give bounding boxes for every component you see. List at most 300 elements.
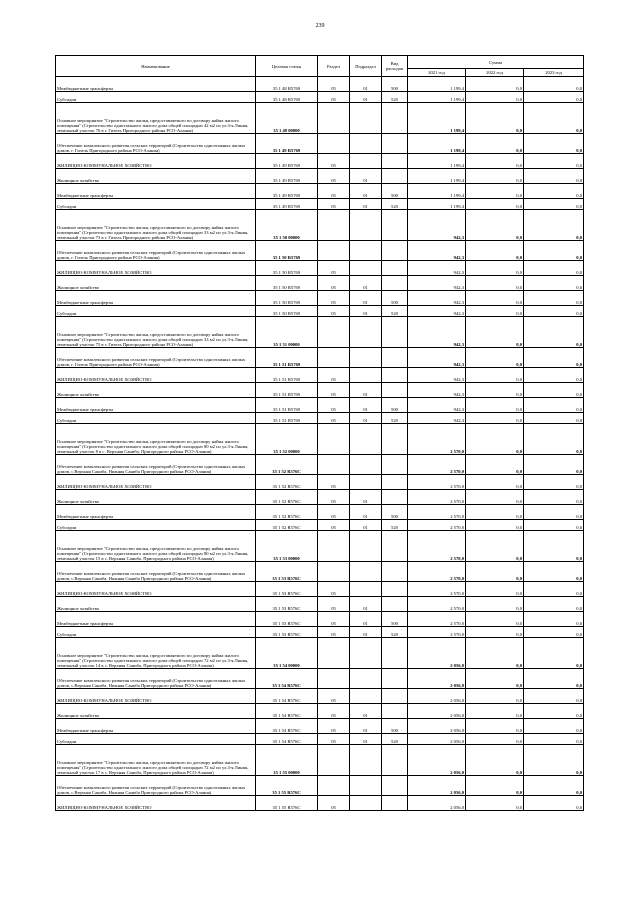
row-subsection: 01	[350, 92, 382, 103]
row-code: 35 1 54 R576C	[256, 719, 318, 734]
row-expense-type	[382, 276, 408, 291]
row-subsection	[350, 103, 382, 134]
row-sum-2021: 2 570,0	[408, 455, 466, 475]
table-row	[56, 612, 584, 627]
row-subsection: 01	[350, 77, 382, 92]
row-name: Основное мероприятие "Строительство жилья, предоставляемого по договору найма жилого помещения" (Строительство одноэтажного жилого дома общей площадью 72 м2 по ул.3-я Линия, земельный участок 14 в с. Верхняя Саниба, Пригородного района РСО-Алания)	[56, 638, 256, 669]
page-number: 239	[315, 23, 325, 29]
row-name: Межбюджетные трансферты	[56, 719, 256, 734]
row-code: 35 1 51 00000	[256, 317, 318, 348]
row-section	[318, 134, 350, 154]
row-section	[318, 424, 350, 455]
header-code: Целевая статья	[256, 56, 318, 77]
row-sum-2021: 942,3	[408, 368, 466, 383]
row-subsection: 01	[350, 199, 382, 210]
row-code: 35 1 51 R5769	[256, 348, 318, 368]
row-sum-2022: 0,0	[466, 276, 524, 291]
row-expense-type	[382, 796, 408, 811]
row-section: 05	[318, 520, 350, 531]
row-code: 35 1 51 R5769	[256, 383, 318, 398]
budget-table	[55, 55, 584, 811]
row-name: Жилищное хозяйство	[56, 704, 256, 719]
row-subsection: 01	[350, 306, 382, 317]
row-sum-2023: 0,0	[524, 276, 584, 291]
row-sum-2022: 0,0	[466, 704, 524, 719]
row-code: 35 1 54 R576C	[256, 734, 318, 745]
row-sum-2023: 0,0	[524, 348, 584, 368]
table-row	[56, 638, 584, 669]
row-name: Обеспечение комплексного развития сельских территорий (Строительство одноэтажных жилых домов, г. Гизель Пригородного района РСО-Алания)	[56, 134, 256, 154]
row-expense-type	[382, 704, 408, 719]
row-subsection: 01	[350, 520, 382, 531]
table-row	[56, 413, 584, 424]
table-row	[56, 306, 584, 317]
row-sum-2021: 1 199,4	[408, 77, 466, 92]
row-sum-2021: 2 056,0	[408, 704, 466, 719]
row-expense-type: 500	[382, 77, 408, 92]
row-code: 35 1 53 R576C	[256, 627, 318, 638]
row-subsection	[350, 210, 382, 241]
row-sum-2021: 942,3	[408, 291, 466, 306]
row-sum-2023: 0,0	[524, 261, 584, 276]
row-sum-2021: 942,3	[408, 398, 466, 413]
header-expense-type: Вид расходов	[382, 56, 408, 77]
table-row	[56, 199, 584, 210]
row-sum-2022: 0,0	[466, 531, 524, 562]
row-subsection: 01	[350, 413, 382, 424]
row-name: Жилищное хозяйство	[56, 597, 256, 612]
row-expense-type: 520	[382, 734, 408, 745]
row-sum-2022: 0,0	[466, 776, 524, 796]
row-sum-2021: 2 570,0	[408, 490, 466, 505]
table-row	[56, 383, 584, 398]
row-section	[318, 210, 350, 241]
row-sum-2021: 942,3	[408, 261, 466, 276]
row-subsection	[350, 241, 382, 261]
row-name: Основное мероприятие "Строительство жилья, предоставляемого по договору найма жилого помещения" (Строительство одноэтажного жилого дома общей площадью 42 м2 по ул.3-я Линия, земельный участок 76 в г. Гизель Пригородного района РСО-Алания)	[56, 103, 256, 134]
row-sum-2023: 0,0	[524, 77, 584, 92]
row-sum-2023: 0,0	[524, 745, 584, 776]
header-year-2023: 2023 год	[524, 69, 584, 77]
table-row	[56, 627, 584, 638]
row-sum-2023: 0,0	[524, 134, 584, 154]
row-sum-2022: 0,0	[466, 368, 524, 383]
row-code: 35 1 54 00000	[256, 638, 318, 669]
row-sum-2023: 0,0	[524, 612, 584, 627]
table-row	[56, 505, 584, 520]
row-sum-2022: 0,0	[466, 413, 524, 424]
row-sum-2023: 0,0	[524, 734, 584, 745]
row-name: Обеспечение комплексного развития сельских территорий (Строительство одноэтажных жилых домов, с.Верхняя Саниба, Нижняя Саниба Пригородного района РСО-Алания)	[56, 669, 256, 689]
table-row	[56, 77, 584, 92]
row-expense-type	[382, 490, 408, 505]
table-row	[56, 531, 584, 562]
table-row	[56, 169, 584, 184]
row-section	[318, 241, 350, 261]
row-name: Субсидии	[56, 199, 256, 210]
row-expense-type	[382, 531, 408, 562]
row-code: 35 1 53 R576C	[256, 562, 318, 582]
row-sum-2021: 2 570,0	[408, 531, 466, 562]
row-code: 35 1 49 R5769	[256, 134, 318, 154]
row-subsection: 01	[350, 719, 382, 734]
header-name: Наименование	[56, 56, 256, 77]
row-sum-2022: 0,0	[466, 134, 524, 154]
row-name: Основное мероприятие "Строительство жилья, предоставляемого по договору найма жилого помещения" (Строительство одноэтажного жилого дома общей площадью 80 м2 по ул.3-я Линия, земельный участок 15 в с. Верхняя Саниба, Пригородного района РСО-Алания)	[56, 531, 256, 562]
row-sum-2021: 2 570,0	[408, 520, 466, 531]
row-sum-2023: 0,0	[524, 169, 584, 184]
row-expense-type	[382, 241, 408, 261]
row-sum-2022: 0,0	[466, 490, 524, 505]
row-sum-2022: 0,0	[466, 398, 524, 413]
table-row	[56, 368, 584, 383]
row-section: 05	[318, 154, 350, 169]
row-sum-2023: 0,0	[524, 689, 584, 704]
row-expense-type: 500	[382, 719, 408, 734]
row-code: 35 1 53 00000	[256, 531, 318, 562]
row-subsection: 01	[350, 612, 382, 627]
table-row	[56, 689, 584, 704]
row-sum-2022: 0,0	[466, 92, 524, 103]
row-subsection	[350, 134, 382, 154]
row-code: 35 1 54 R576C	[256, 704, 318, 719]
row-sum-2022: 0,0	[466, 77, 524, 92]
row-name: Межбюджетные трансферты	[56, 398, 256, 413]
row-code: 35 1 49 R5769	[256, 154, 318, 169]
row-sum-2021: 2 570,0	[408, 475, 466, 490]
row-sum-2021: 1 199,4	[408, 169, 466, 184]
row-name: Основное мероприятие "Строительство жилья, предоставляемого по договору найма жилого помещения" (Строительство одноэтажного жилого дома общей площадью 72 м2 по ул.3-я Линия, земельный участок 17 в с. Верхняя Саниба, Пригородного района РСО-Алания)	[56, 745, 256, 776]
row-name: Основное мероприятие "Строительство жилья, предоставляемого по договору найма жилого помещения" (Строительство одноэтажного жилого дома общей площадью 80 м2 по ул.3-я Линия, земельный участок 8 в с. Верхняя Саниба, Пригородного района РСО-Алания)	[56, 424, 256, 455]
row-name: Жилищное хозяйство	[56, 383, 256, 398]
row-expense-type: 500	[382, 505, 408, 520]
row-subsection	[350, 317, 382, 348]
row-sum-2021: 942,3	[408, 348, 466, 368]
row-expense-type	[382, 669, 408, 689]
row-sum-2021: 2 056,0	[408, 719, 466, 734]
row-name: Межбюджетные трансферты	[56, 184, 256, 199]
row-sum-2021: 942,3	[408, 241, 466, 261]
row-section: 05	[318, 199, 350, 210]
row-subsection	[350, 261, 382, 276]
row-sum-2021: 942,3	[408, 276, 466, 291]
header-subsection: Подраздел	[350, 56, 382, 77]
row-sum-2022: 0,0	[466, 184, 524, 199]
row-sum-2023: 0,0	[524, 627, 584, 638]
row-section: 05	[318, 796, 350, 811]
table-row	[56, 261, 584, 276]
row-sum-2023: 0,0	[524, 475, 584, 490]
row-code: 35 1 48 R5769	[256, 92, 318, 103]
row-code: 35 1 55 R576C	[256, 796, 318, 811]
row-sum-2023: 0,0	[524, 413, 584, 424]
row-expense-type: 500	[382, 291, 408, 306]
row-section: 05	[318, 184, 350, 199]
row-name: Субсидии	[56, 413, 256, 424]
table-row	[56, 348, 584, 368]
row-sum-2023: 0,0	[524, 597, 584, 612]
table-row	[56, 719, 584, 734]
row-expense-type	[382, 475, 408, 490]
row-sum-2023: 0,0	[524, 796, 584, 811]
header-section: Раздел	[318, 56, 350, 77]
row-sum-2021: 2 570,0	[408, 582, 466, 597]
table-row	[56, 704, 584, 719]
table-row	[56, 776, 584, 796]
row-sum-2022: 0,0	[466, 455, 524, 475]
row-sum-2023: 0,0	[524, 241, 584, 261]
row-name: ЖИЛИЩНО-КОММУНАЛЬНОЕ ХОЗЯЙСТВО	[56, 582, 256, 597]
row-section: 05	[318, 719, 350, 734]
table-row	[56, 734, 584, 745]
row-subsection	[350, 475, 382, 490]
row-sum-2021: 1 199,4	[408, 199, 466, 210]
row-code: 35 1 52 R576C	[256, 490, 318, 505]
row-name: Обеспечение комплексного развития сельских территорий (Строительство одноэтажных жилых домов, с.Верхняя Саниба, Нижняя Саниба Пригородного района РСО-Алания)	[56, 776, 256, 796]
row-expense-type	[382, 348, 408, 368]
row-section: 05	[318, 398, 350, 413]
row-sum-2022: 0,0	[466, 638, 524, 669]
row-subsection	[350, 154, 382, 169]
row-sum-2023: 0,0	[524, 582, 584, 597]
header-year-2021: 2021 год	[408, 69, 466, 77]
row-section	[318, 638, 350, 669]
row-sum-2022: 0,0	[466, 241, 524, 261]
row-sum-2023: 0,0	[524, 490, 584, 505]
row-name: ЖИЛИЩНО-КОММУНАЛЬНОЕ ХОЗЯЙСТВО	[56, 368, 256, 383]
row-section	[318, 348, 350, 368]
row-name: ЖИЛИЩНО-КОММУНАЛЬНОЕ ХОЗЯЙСТВО	[56, 261, 256, 276]
row-sum-2023: 0,0	[524, 520, 584, 531]
row-sum-2023: 0,0	[524, 455, 584, 475]
row-sum-2023: 0,0	[524, 424, 584, 455]
table-row	[56, 154, 584, 169]
row-sum-2022: 0,0	[466, 734, 524, 745]
row-code: 35 1 53 R576C	[256, 612, 318, 627]
row-section: 05	[318, 413, 350, 424]
row-subsection	[350, 638, 382, 669]
row-sum-2022: 0,0	[466, 424, 524, 455]
row-name: Жилищное хозяйство	[56, 169, 256, 184]
row-sum-2022: 0,0	[466, 291, 524, 306]
row-sum-2021: 2 570,0	[408, 597, 466, 612]
row-section: 05	[318, 383, 350, 398]
row-name: Жилищное хозяйство	[56, 490, 256, 505]
row-expense-type	[382, 582, 408, 597]
row-section	[318, 455, 350, 475]
row-name: Субсидии	[56, 306, 256, 317]
row-sum-2023: 0,0	[524, 184, 584, 199]
row-subsection: 01	[350, 734, 382, 745]
row-sum-2022: 0,0	[466, 796, 524, 811]
row-code: 35 1 49 00000	[256, 103, 318, 134]
row-code: 35 1 50 00000	[256, 210, 318, 241]
row-section: 05	[318, 689, 350, 704]
row-code: 35 1 54 R576C	[256, 689, 318, 704]
row-sum-2023: 0,0	[524, 92, 584, 103]
row-name: Межбюджетные трансферты	[56, 77, 256, 92]
table-row	[56, 669, 584, 689]
row-subsection: 01	[350, 184, 382, 199]
row-section: 05	[318, 704, 350, 719]
row-section: 05	[318, 734, 350, 745]
row-expense-type	[382, 776, 408, 796]
row-section	[318, 669, 350, 689]
row-section	[318, 317, 350, 348]
row-sum-2023: 0,0	[524, 383, 584, 398]
row-name: Жилищное хозяйство	[56, 276, 256, 291]
row-section: 05	[318, 261, 350, 276]
table-row	[56, 210, 584, 241]
row-subsection	[350, 776, 382, 796]
row-sum-2022: 0,0	[466, 317, 524, 348]
row-section	[318, 531, 350, 562]
row-sum-2023: 0,0	[524, 291, 584, 306]
row-name: Основное мероприятие "Строительство жилья, предоставляемого по договору найма жилого помещения" (Строительство одноэтажного жилого дома общей площадью 33 м2 по ул.3-я Линия, земельный участок 73 в г. Гизель Пригородного района РСО-Алания)	[56, 210, 256, 241]
row-sum-2021: 942,3	[408, 306, 466, 317]
row-subsection: 01	[350, 169, 382, 184]
row-sum-2022: 0,0	[466, 505, 524, 520]
row-sum-2021: 1 199,4	[408, 184, 466, 199]
row-code: 35 1 50 R5769	[256, 261, 318, 276]
row-sum-2021: 1 199,4	[408, 103, 466, 134]
row-name: Обеспечение комплексного развития сельских территорий (Строительство одноэтажных жилых домов, г. Гизель Пригородного района РСО-Алания)	[56, 241, 256, 261]
table-row	[56, 520, 584, 531]
table-row	[56, 562, 584, 582]
row-name: Субсидии	[56, 92, 256, 103]
row-subsection: 01	[350, 505, 382, 520]
row-sum-2021: 2 056,0	[408, 745, 466, 776]
row-code: 35 1 53 R576C	[256, 597, 318, 612]
header-year-2022: 2022 год	[466, 69, 524, 77]
row-expense-type	[382, 210, 408, 241]
row-expense-type	[382, 562, 408, 582]
row-sum-2021: 2 056,0	[408, 669, 466, 689]
row-sum-2023: 0,0	[524, 398, 584, 413]
row-sum-2022: 0,0	[466, 669, 524, 689]
table-row	[56, 317, 584, 348]
row-subsection	[350, 669, 382, 689]
row-expense-type: 520	[382, 306, 408, 317]
row-name: ЖИЛИЩНО-КОММУНАЛЬНОЕ ХОЗЯЙСТВО	[56, 475, 256, 490]
table-body	[56, 77, 584, 811]
row-code: 35 1 55 R576C	[256, 776, 318, 796]
row-section: 05	[318, 612, 350, 627]
row-sum-2021: 942,3	[408, 210, 466, 241]
row-subsection: 01	[350, 398, 382, 413]
row-sum-2022: 0,0	[466, 169, 524, 184]
row-name: Межбюджетные трансферты	[56, 505, 256, 520]
row-expense-type	[382, 689, 408, 704]
row-sum-2022: 0,0	[466, 383, 524, 398]
row-sum-2023: 0,0	[524, 368, 584, 383]
row-name: ЖИЛИЩНО-КОММУНАЛЬНОЕ ХОЗЯЙСТВО	[56, 154, 256, 169]
row-expense-type: 520	[382, 627, 408, 638]
table-row	[56, 92, 584, 103]
table-row	[56, 597, 584, 612]
row-sum-2022: 0,0	[466, 154, 524, 169]
row-name: Обеспечение комплексного развития сельских территорий (Строительство одноэтажных жилых домов, г. Гизель Пригородного района РСО-Алания)	[56, 348, 256, 368]
row-sum-2021: 2 056,0	[408, 638, 466, 669]
row-code: 35 1 52 R576C	[256, 455, 318, 475]
row-expense-type: 500	[382, 184, 408, 199]
row-subsection	[350, 689, 382, 704]
row-expense-type	[382, 317, 408, 348]
row-sum-2023: 0,0	[524, 531, 584, 562]
row-expense-type	[382, 169, 408, 184]
table-row	[56, 490, 584, 505]
row-name: Субсидии	[56, 520, 256, 531]
row-expense-type	[382, 368, 408, 383]
table-row	[56, 184, 584, 199]
row-sum-2021: 942,3	[408, 317, 466, 348]
row-sum-2022: 0,0	[466, 627, 524, 638]
row-expense-type	[382, 261, 408, 276]
row-code: 35 1 53 R576C	[256, 582, 318, 597]
row-sum-2022: 0,0	[466, 261, 524, 276]
row-subsection	[350, 796, 382, 811]
row-sum-2021: 2 056,0	[408, 796, 466, 811]
row-section: 05	[318, 505, 350, 520]
row-sum-2023: 0,0	[524, 199, 584, 210]
row-section: 05	[318, 475, 350, 490]
row-expense-type	[382, 424, 408, 455]
row-sum-2021: 2 570,0	[408, 424, 466, 455]
row-code: 35 1 52 R576C	[256, 475, 318, 490]
row-section: 05	[318, 368, 350, 383]
row-name: Межбюджетные трансферты	[56, 612, 256, 627]
row-sum-2022: 0,0	[466, 199, 524, 210]
row-sum-2023: 0,0	[524, 306, 584, 317]
row-subsection: 01	[350, 383, 382, 398]
row-subsection	[350, 531, 382, 562]
row-expense-type: 500	[382, 398, 408, 413]
row-sum-2021: 942,3	[408, 413, 466, 424]
row-code: 35 1 50 R5769	[256, 291, 318, 306]
row-sum-2022: 0,0	[466, 719, 524, 734]
row-sum-2022: 0,0	[466, 103, 524, 134]
row-expense-type	[382, 745, 408, 776]
row-sum-2021: 2 056,0	[408, 776, 466, 796]
row-sum-2023: 0,0	[524, 638, 584, 669]
row-expense-type: 520	[382, 520, 408, 531]
row-sum-2021: 2 570,0	[408, 627, 466, 638]
row-sum-2022: 0,0	[466, 348, 524, 368]
row-sum-2021: 2 056,0	[408, 734, 466, 745]
row-name: Основное мероприятие "Строительство жилья, предоставляемого по договору найма жилого помещения" (Строительство одноэтажного жилого дома общей площадью 33 м2 по ул.3-я Линия, земельный участок 75 в г. Гизель Пригородного района РСО-Алания)	[56, 317, 256, 348]
row-expense-type	[382, 154, 408, 169]
table-row	[56, 424, 584, 455]
row-sum-2022: 0,0	[466, 306, 524, 317]
row-sum-2021: 1 199,4	[408, 134, 466, 154]
table-row	[56, 291, 584, 306]
row-expense-type: 520	[382, 413, 408, 424]
row-code: 35 1 51 R5769	[256, 398, 318, 413]
table-row	[56, 796, 584, 811]
row-sum-2021: 2 570,0	[408, 562, 466, 582]
row-expense-type: 520	[382, 199, 408, 210]
row-section: 05	[318, 306, 350, 317]
table-row	[56, 455, 584, 475]
row-expense-type: 500	[382, 612, 408, 627]
row-expense-type	[382, 134, 408, 154]
row-subsection	[350, 582, 382, 597]
row-section: 05	[318, 582, 350, 597]
row-subsection	[350, 348, 382, 368]
row-subsection: 01	[350, 627, 382, 638]
row-expense-type: 520	[382, 92, 408, 103]
row-code: 35 1 52 00000	[256, 424, 318, 455]
